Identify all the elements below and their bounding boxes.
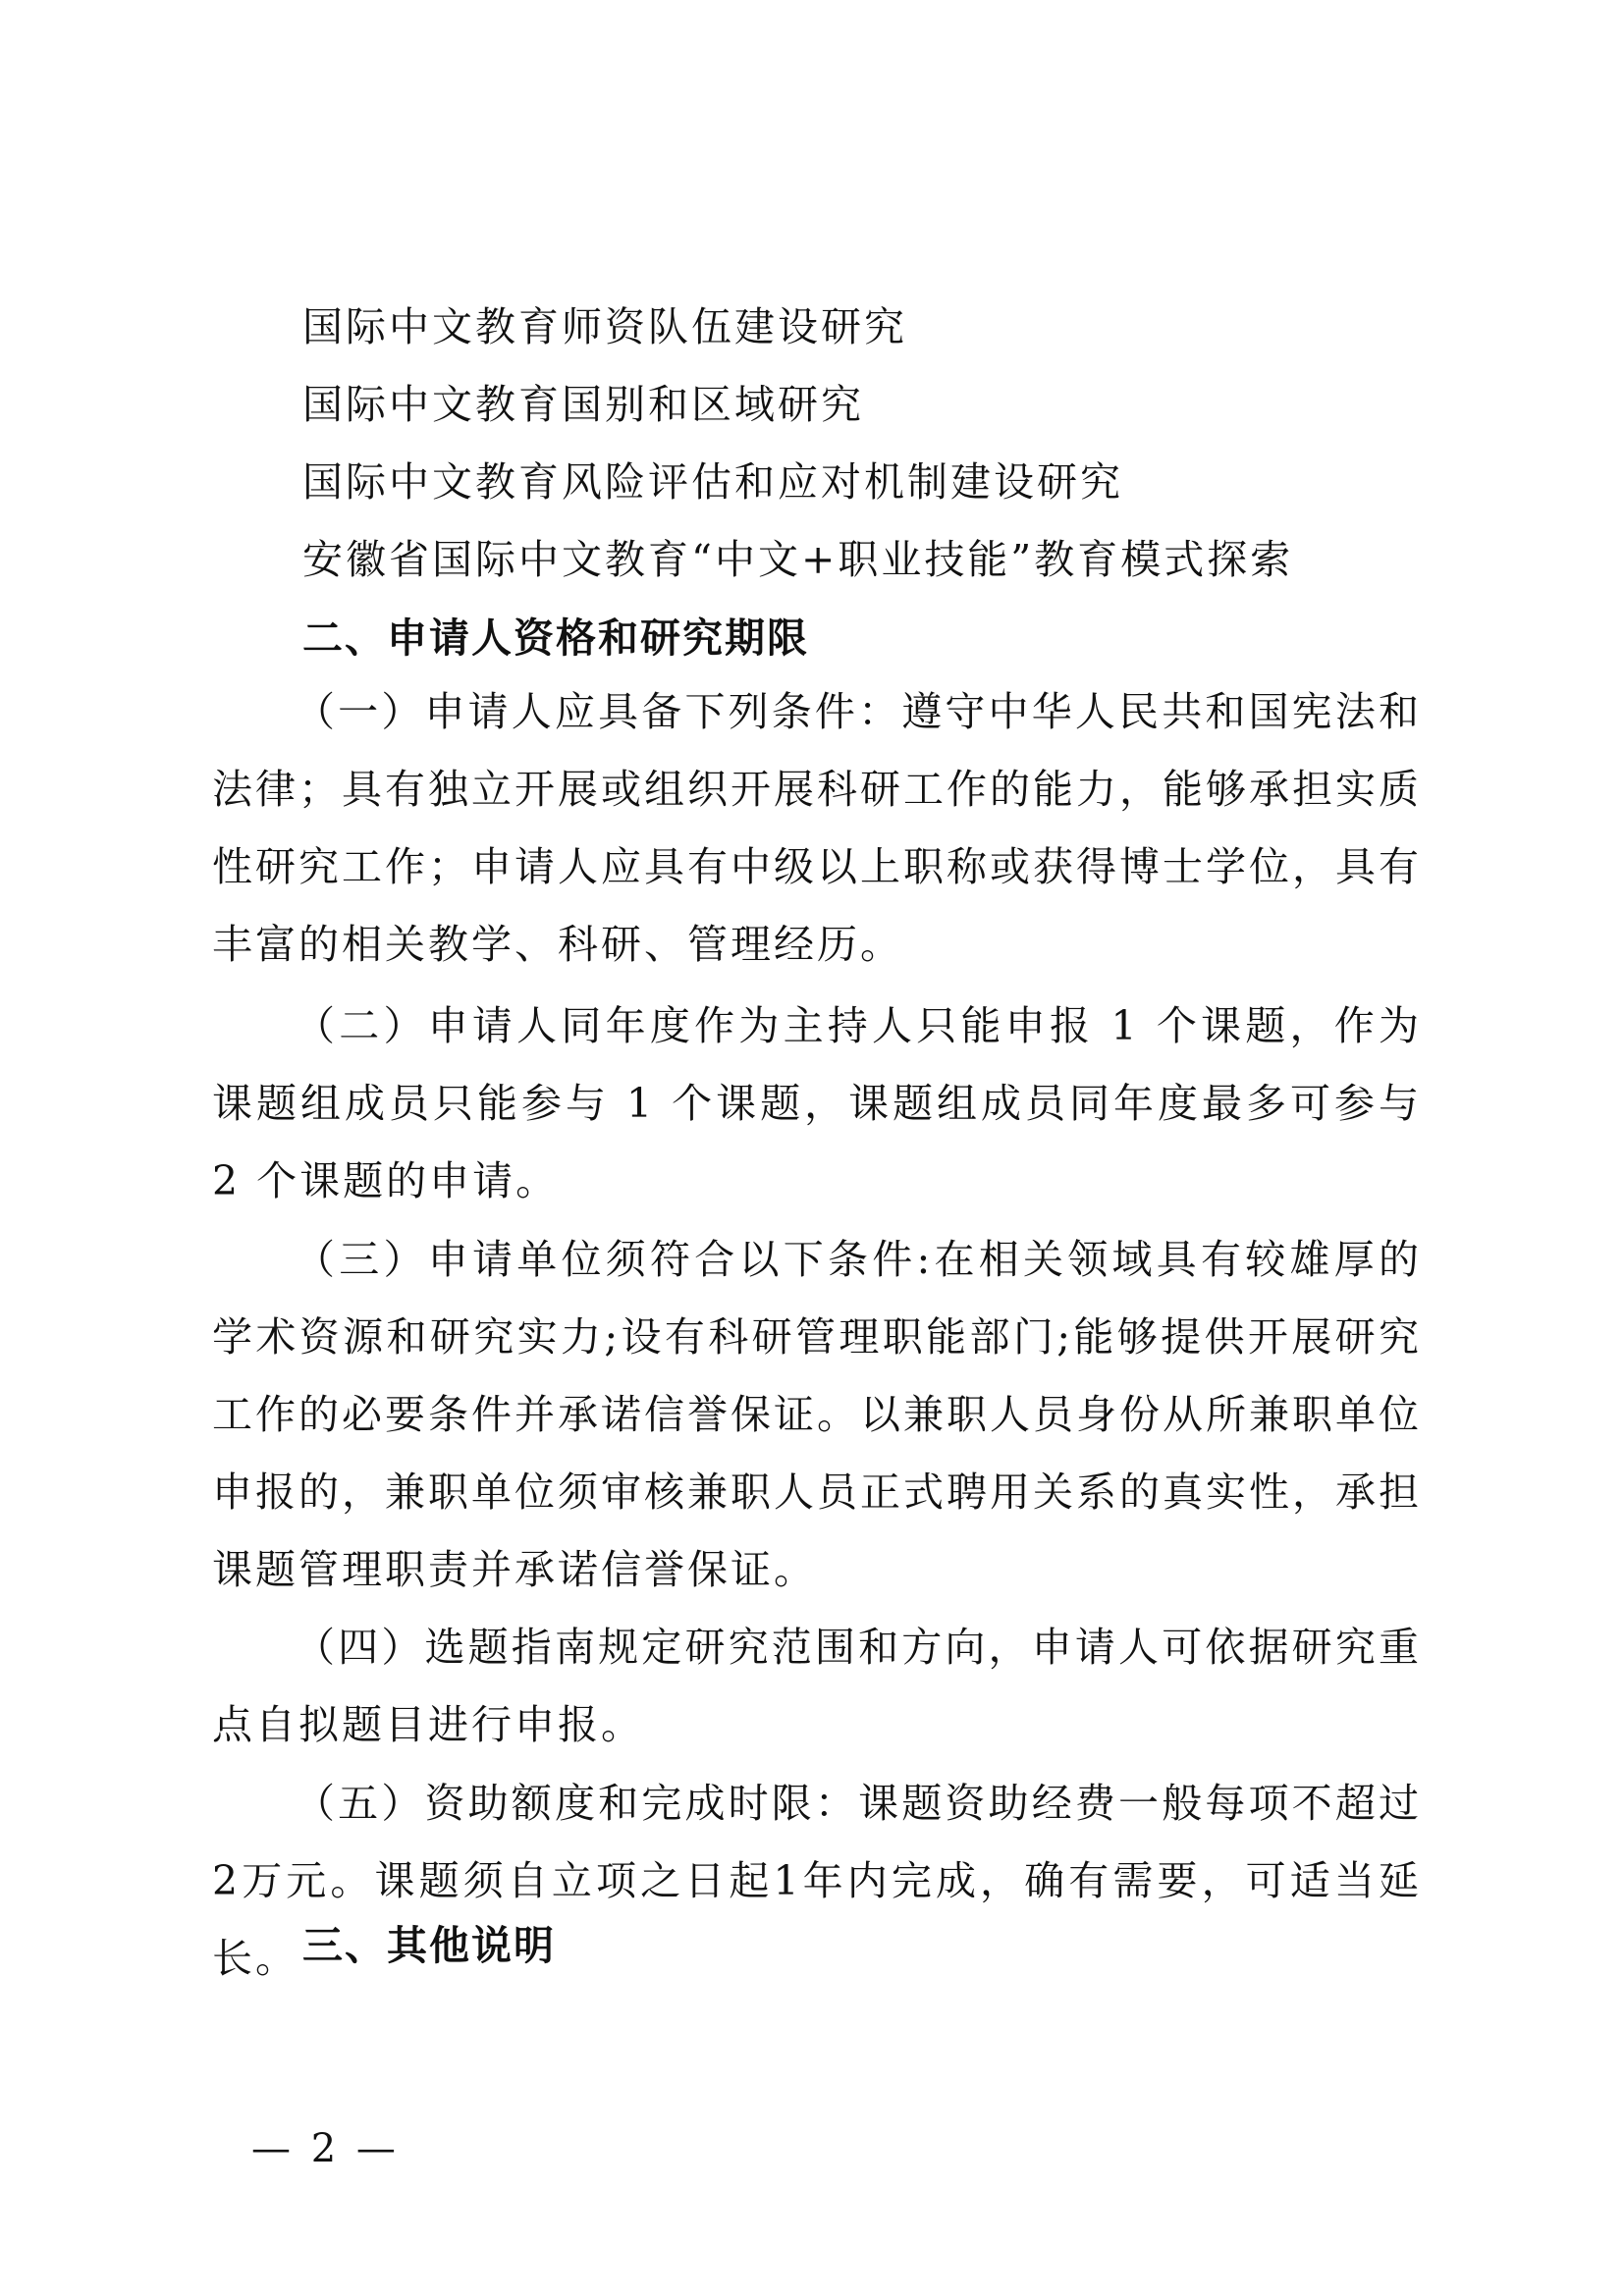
topic-list <box>302 289 1441 599</box>
paragraph-funding: （五）资助额度和完成时限：课题资助经费一般每项不超过2万元。课题须自立项之日起1年内完成，确有需要，可适当延长。 <box>212 1780 1422 1982</box>
section-heading-qualifications: 二、申请人资格和研究期限 <box>302 614 809 662</box>
topic-item: 国际中文教育师资队伍建设研究 <box>302 303 907 350</box>
paragraph-application-limit: （二）申请人同年度作为主持人只能申报 1 个课题，作为课题组成员只能参与 1 个课题，课题组成员同年度最多可参与 2 个课题的申请。 <box>212 1002 1422 1204</box>
paragraph-topic-selection: （四）选题指南规定研究范围和方向，申请人可依据研究重点自拟题目进行申报。 <box>212 1624 1422 1748</box>
topic-item: 安徽省国际中文教育“中文+职业技能”教育模式探索 <box>302 536 1294 583</box>
page-number: — 2 — <box>251 2126 400 2171</box>
topic-item: 国际中文教育风险评估和应对机制建设研究 <box>302 458 1123 506</box>
paragraph-unit-conditions: （三）申请单位须符合以下条件:在相关领域具有较雄厚的学术资源和研究实力;设有科研管理职能部门;能够提供开展研究工作的必要条件并承诺信誉保证。以兼职人员身份从所兼职单位申报的，兼职单位须审核兼职人员正式聘用关系的真实性，承担课题管理职责并承诺信誉保证。 <box>212 1236 1422 1593</box>
topic-item: 国际中文教育国别和区域研究 <box>302 381 864 428</box>
paragraph-requirements: （一）申请人应具备下列条件：遵守中华人民共和国宪法和法律；具有独立开展或组织开展科研工作的能力，能够承担实质性研究工作；申请人应具有中级以上职称或获得博士学位，具有丰富的相关教学、科研、管理经历。 <box>212 688 1422 968</box>
section-heading-other: 三、其他说明 <box>302 1922 556 1969</box>
